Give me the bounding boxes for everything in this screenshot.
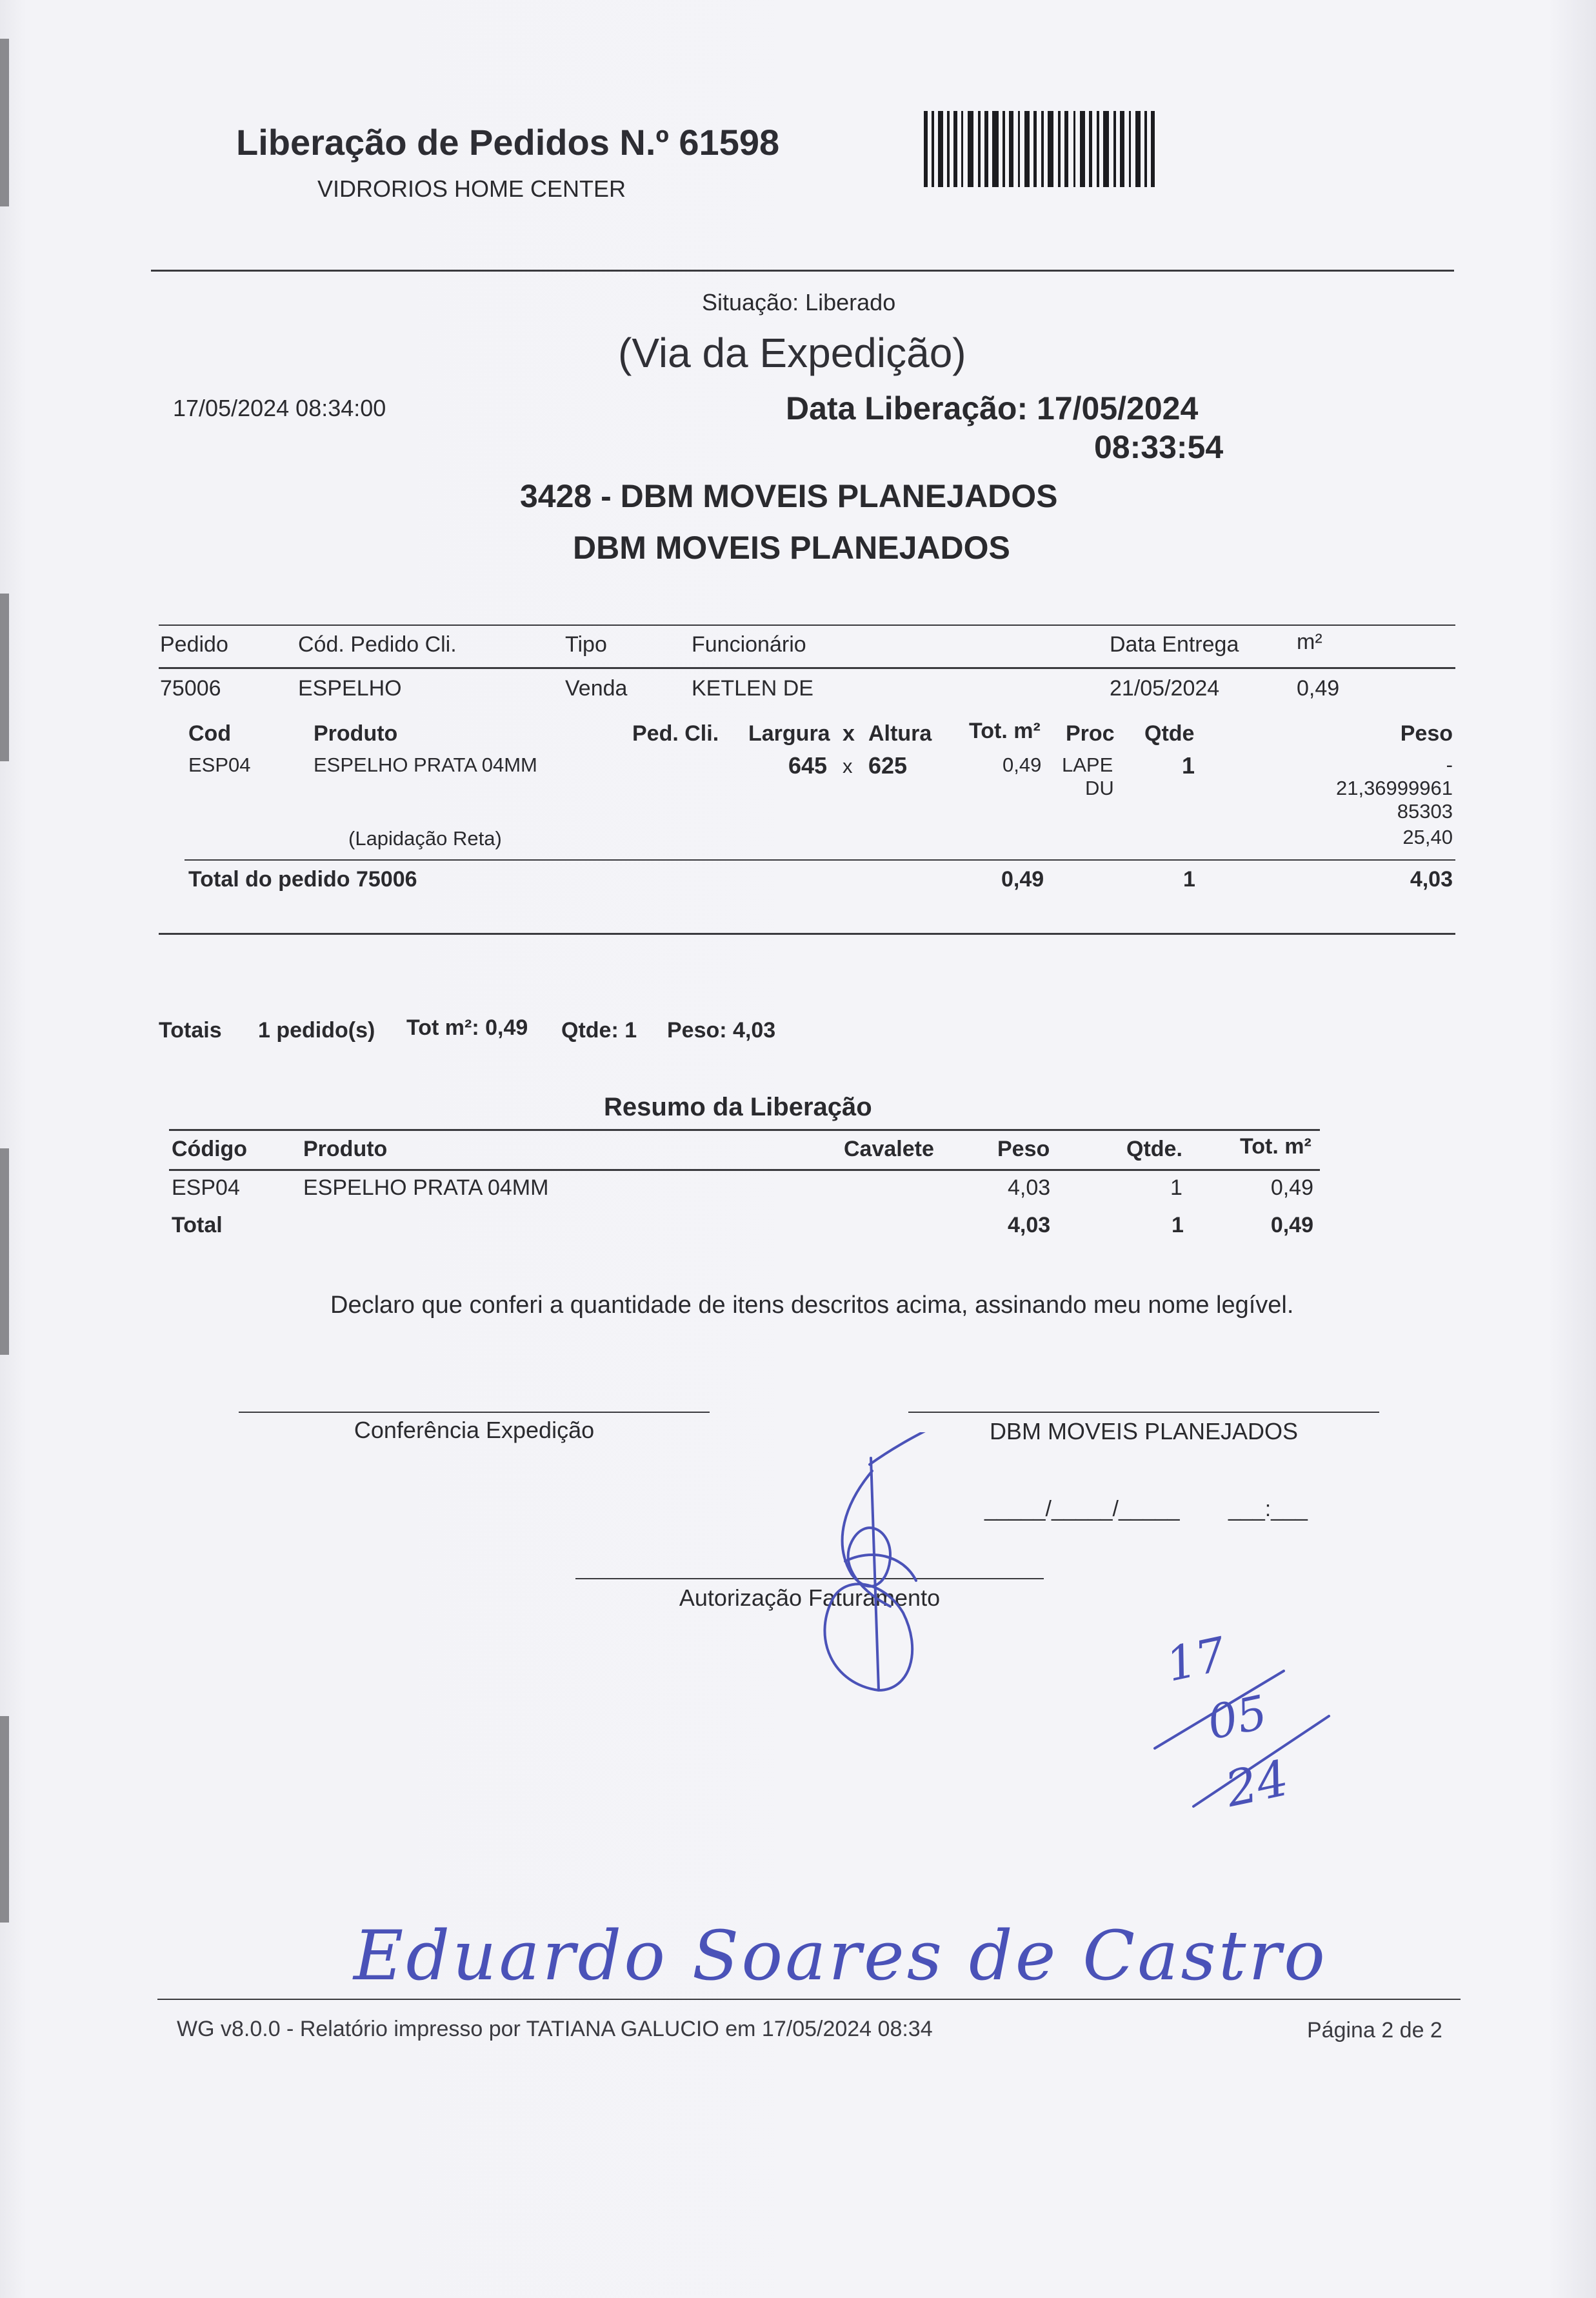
item-header-proc: Proc bbox=[1066, 721, 1115, 746]
summary-header-codigo: Código bbox=[172, 1137, 248, 1161]
handwritten-slashes-icon bbox=[1148, 1664, 1335, 1819]
summary-qtde: 1 bbox=[1170, 1175, 1182, 1200]
barcode-icon bbox=[924, 111, 1156, 187]
scan-edge-mark bbox=[0, 1148, 9, 1355]
col-header-pedido: Pedido bbox=[160, 632, 228, 657]
item-largura: 645 bbox=[788, 752, 828, 779]
item-header-altura: Altura bbox=[868, 721, 932, 746]
summary-header-peso: Peso bbox=[997, 1137, 1050, 1161]
item-altura: 625 bbox=[868, 752, 908, 779]
handwritten-date-day: 17 bbox=[1161, 1626, 1231, 1692]
scan-edge-mark bbox=[0, 594, 9, 761]
client-code-name: 3428 - DBM MOVEIS PLANEJADOS bbox=[520, 478, 1058, 514]
col-header-tipo: Tipo bbox=[565, 632, 607, 657]
item-total-rule bbox=[185, 859, 1455, 861]
printed-datetime: 17/05/2024 08:34:00 bbox=[173, 395, 386, 421]
totals-peso: Peso: 4,03 bbox=[667, 1018, 776, 1043]
summary-top-rule bbox=[169, 1129, 1320, 1131]
summary-tot-m2: 0,49 bbox=[1270, 1175, 1313, 1200]
item-tot-m2: 0,49 bbox=[1002, 754, 1042, 776]
summary-header-tot-m2: Tot. m² bbox=[1240, 1134, 1312, 1159]
signature-line-conferencia bbox=[239, 1412, 710, 1413]
item-peso-line2: 21,36999961 bbox=[1335, 777, 1453, 799]
signature-label-client: DBM MOVEIS PLANEJADOS bbox=[989, 1418, 1299, 1444]
summary-total-peso: 4,03 bbox=[1008, 1213, 1051, 1237]
via-label: (Via da Expedição) bbox=[618, 330, 966, 376]
handwritten-date-month: 05 bbox=[1202, 1684, 1272, 1750]
order-pedido: 75006 bbox=[160, 676, 221, 701]
footer-rule bbox=[157, 1999, 1461, 2000]
order-total-m2: 0,49 bbox=[1001, 867, 1044, 892]
summary-codigo: ESP04 bbox=[172, 1175, 240, 1200]
summary-total-label: Total bbox=[172, 1213, 223, 1237]
company-name: VIDRORIOS HOME CENTER bbox=[317, 175, 626, 202]
signature-line-client bbox=[908, 1412, 1379, 1413]
item-proc-line1: LAPE bbox=[1062, 754, 1113, 776]
declaration-text: Declaro que conferi a quantidade de itens descritos acima, assinando meu nome legível. bbox=[330, 1292, 1294, 1319]
order-funcionario: KETLEN DE bbox=[692, 676, 813, 701]
totals-pedidos: 1 pedido(s) bbox=[258, 1018, 375, 1043]
summary-header-cavalete: Cavalete bbox=[844, 1137, 934, 1161]
item-header-peso: Peso bbox=[1400, 721, 1453, 746]
item-header-produto: Produto bbox=[314, 721, 398, 746]
item-header-ped-cli: Ped. Cli. bbox=[632, 721, 719, 746]
summary-title: Resumo da Liberação bbox=[604, 1093, 872, 1121]
document-title: Liberação de Pedidos N.º 61598 bbox=[236, 122, 780, 163]
order-total-label: Total do pedido 75006 bbox=[188, 867, 417, 892]
divider bbox=[151, 270, 1454, 272]
summary-header-qtde: Qtde. bbox=[1126, 1137, 1182, 1161]
footer-report-info: WG v8.0.0 - Relatório impresso por TATIANA GALUCIO em 17/05/2024 08:34 bbox=[177, 2017, 933, 2041]
order-total-peso: 4,03 bbox=[1410, 867, 1453, 892]
table-header-rule bbox=[159, 667, 1455, 669]
time-blank: ___:___ bbox=[1228, 1497, 1308, 1521]
item-peso-line3: 85303 bbox=[1397, 800, 1453, 823]
data-liberacao: Data Liberação: 17/05/2024 bbox=[786, 390, 1199, 426]
item-header-x: x bbox=[843, 721, 855, 746]
item-peso-line4: 25,40 bbox=[1402, 826, 1453, 848]
item-header-tot-m2: Tot. m² bbox=[969, 719, 1041, 743]
situacao-label: Situação: Liberado bbox=[702, 289, 896, 315]
scan-edge-mark bbox=[0, 1716, 9, 1923]
item-produto: ESPELHO PRATA 04MM bbox=[314, 754, 537, 776]
order-m2: 0,49 bbox=[1297, 676, 1340, 701]
summary-total-tot-m2: 0,49 bbox=[1270, 1213, 1313, 1237]
col-header-cod-pedido-cli: Cód. Pedido Cli. bbox=[298, 632, 457, 657]
item-note: (Lapidação Reta) bbox=[348, 827, 502, 850]
item-peso-line1: - bbox=[1446, 754, 1453, 776]
summary-peso: 4,03 bbox=[1008, 1175, 1051, 1200]
totals-qtde: Qtde: 1 bbox=[561, 1018, 637, 1043]
handwritten-signature-icon bbox=[793, 1432, 961, 1703]
summary-header-produto: Produto bbox=[303, 1137, 388, 1161]
col-header-funcionario: Funcionário bbox=[692, 632, 806, 657]
date-blank: _____/_____/_____ bbox=[984, 1497, 1180, 1521]
divider bbox=[159, 933, 1455, 935]
totals-m2: Tot m²: 0,49 bbox=[406, 1015, 528, 1040]
item-header-cod: Cod bbox=[188, 721, 232, 746]
summary-header-rule bbox=[169, 1169, 1320, 1171]
order-data-entrega: 21/05/2024 bbox=[1110, 676, 1220, 701]
col-header-data-entrega: Data Entrega bbox=[1110, 632, 1239, 657]
footer-page-number: Página 2 de 2 bbox=[1307, 2018, 1442, 2043]
table-top-rule bbox=[159, 624, 1455, 626]
item-qtde: 1 bbox=[1182, 752, 1195, 779]
item-header-largura: Largura bbox=[748, 721, 830, 746]
summary-produto: ESPELHO PRATA 04MM bbox=[303, 1175, 549, 1200]
handwritten-name: Eduardo Soares de Castro bbox=[354, 1916, 1328, 1995]
item-cod: ESP04 bbox=[188, 754, 251, 776]
col-header-m2: m² bbox=[1297, 630, 1322, 654]
item-x: x bbox=[843, 755, 853, 777]
client-name: DBM MOVEIS PLANEJADOS bbox=[573, 530, 1010, 566]
order-cod-pedido-cli: ESPELHO bbox=[298, 676, 402, 701]
signature-label-autorizacao: Autorização Faturamento bbox=[679, 1584, 941, 1611]
data-liberacao-time: 08:33:54 bbox=[1094, 429, 1224, 465]
item-proc-line2: DU bbox=[1085, 777, 1114, 799]
summary-total-qtde: 1 bbox=[1172, 1213, 1184, 1237]
order-total-qtde: 1 bbox=[1183, 867, 1195, 892]
handwritten-date-year: 24 bbox=[1220, 1748, 1293, 1819]
totals-label: Totais bbox=[159, 1018, 222, 1043]
scan-edge-mark bbox=[0, 39, 9, 206]
item-header-qtde: Qtde bbox=[1144, 721, 1195, 746]
order-tipo: Venda bbox=[565, 676, 628, 701]
signature-label-conferencia: Conferência Expedição bbox=[354, 1417, 595, 1443]
